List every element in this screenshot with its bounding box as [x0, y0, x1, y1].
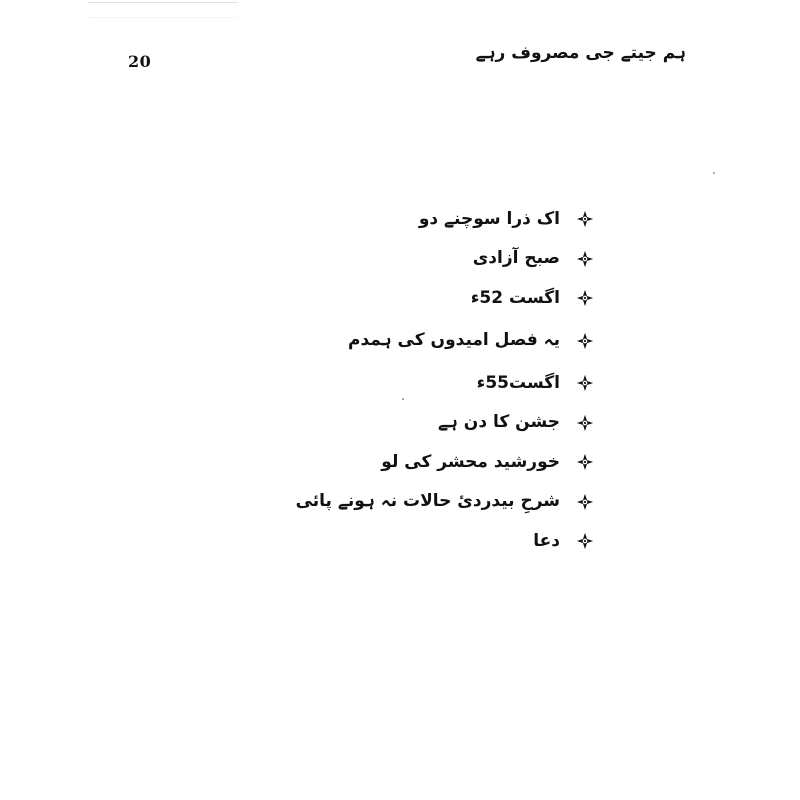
toc-item-title: اک ذرا سوچنے دو [418, 208, 560, 229]
toc-item [254, 319, 594, 363]
toc-item [254, 364, 594, 402]
fleuron-bullet-icon [576, 374, 594, 392]
fleuron-bullet-icon [576, 453, 594, 471]
toc-item-title: دعا [533, 530, 560, 551]
toc-item [254, 279, 594, 317]
toc-item-title: جشن کا دن ہے [437, 412, 560, 433]
running-header-title: ہم جیتے جی مصروف رہے [475, 43, 686, 63]
toc-item-title: صبح آزادی [472, 248, 560, 269]
fleuron-bullet-icon [576, 332, 594, 350]
toc-item-title: شرحِ بیدردیٔ حالات نہ ہونے پائی [295, 491, 560, 512]
fleuron-bullet-icon [576, 493, 594, 511]
toc-item [254, 483, 594, 521]
toc-item [254, 522, 594, 560]
fleuron-bullet-icon [576, 289, 594, 307]
scan-speck [713, 172, 715, 174]
toc-item-title: اگست 52ء [470, 287, 560, 308]
toc-item [254, 443, 594, 481]
fleuron-bullet-icon [576, 414, 594, 432]
toc-item [254, 404, 594, 442]
toc-item [254, 240, 594, 278]
table-of-contents [254, 200, 594, 562]
toc-item-title: خورشید محشر کی لو [381, 451, 560, 472]
fleuron-bullet-icon [576, 210, 594, 228]
toc-item [254, 200, 594, 238]
fleuron-bullet-icon [576, 532, 594, 550]
toc-item-title: یہ فصل امیدوں کی ہمدم [348, 330, 560, 351]
toc-item-title: اگست55ء [476, 372, 560, 393]
fleuron-bullet-icon [576, 250, 594, 268]
page-number: 20 [128, 52, 152, 71]
scan-edge-mark [88, 2, 238, 18]
